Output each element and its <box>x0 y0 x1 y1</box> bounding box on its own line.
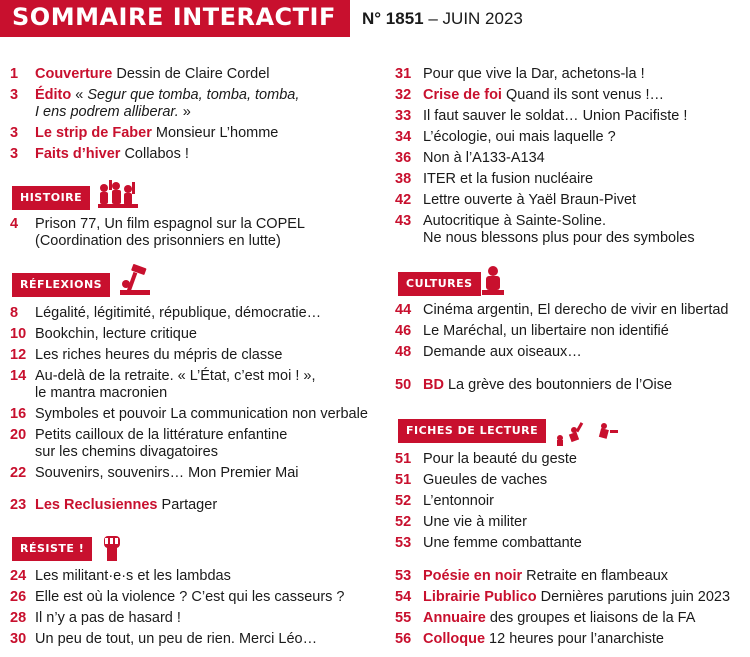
page-number: 51 <box>395 451 412 467</box>
entry-title: » <box>178 104 191 120</box>
entry-title: Au-delà de la retraite. « L’État, c’est moi ! », <box>35 368 316 384</box>
figure-illustration-icon <box>480 264 506 296</box>
entry-title: Quand ils sont venus !… <box>501 87 664 103</box>
page-number: 44 <box>395 302 412 318</box>
entry-title: Légalité, légitimité, république, démocratie… <box>35 305 322 321</box>
page-number: 51 <box>395 472 412 488</box>
entry-title: Segur que tomba, tomba, tomba, <box>87 87 300 103</box>
entry-title: Partager <box>157 497 218 513</box>
page-number: 42 <box>395 192 412 208</box>
entry-title: Monsieur L’homme <box>151 125 279 141</box>
entry-title: Il faut sauver le soldat… Union Pacifiste ! <box>423 108 688 124</box>
page-number: 20 <box>10 427 27 443</box>
section-reflexions: RÉFLEXIONS <box>12 273 110 297</box>
page-number: 4 <box>10 216 19 232</box>
entry-title: L’écologie, oui mais laquelle ? <box>423 129 616 145</box>
entry-title: L’entonnoir <box>423 493 494 509</box>
page-number: 36 <box>395 150 412 166</box>
page-number: 30 <box>10 631 27 647</box>
page-number: 32 <box>395 87 412 103</box>
entry-title: La grève des boutonniers de l’Oise <box>443 377 673 393</box>
entry-rubric: Les Reclusiennes <box>35 497 158 513</box>
entry-rubric: Librairie Publico <box>423 589 537 605</box>
page-number: 23 <box>10 497 27 513</box>
page-number: 56 <box>395 631 412 647</box>
page-number: 33 <box>395 108 412 124</box>
page-number: 3 <box>10 125 19 141</box>
entry-title: Les militant·e·s et les lambdas <box>35 568 231 584</box>
page-number: 3 <box>10 146 19 162</box>
entry-rubric: Crise de foi <box>423 87 502 103</box>
entry-rubric: Colloque <box>423 631 486 647</box>
issue-info <box>362 9 523 29</box>
section-histoire: HISTOIRE <box>12 186 90 210</box>
entry-title: Collabos ! <box>120 146 189 162</box>
entry-title: Dessin de Claire Cordel <box>112 66 270 82</box>
entry-title: Retraite en flambeaux <box>522 568 669 584</box>
entry-rubric: Poésie en noir <box>423 568 523 584</box>
section-cultures: CULTURES <box>398 272 481 296</box>
page-number: 14 <box>10 368 27 384</box>
entry-title: Un peu de tout, un peu de rien. Merci Léo… <box>35 631 318 647</box>
entry-title: ITER et la fusion nucléaire <box>423 171 594 187</box>
entry-title: Symboles et pouvoir La communication non verbale <box>35 406 368 422</box>
page-number: 10 <box>10 326 27 342</box>
entry-rubric: Annuaire <box>423 610 486 626</box>
entry-rubric: Faits d’hiver <box>35 146 121 162</box>
page-number: 48 <box>395 344 412 360</box>
entry-title: Petits cailloux de la littérature enfantine <box>35 427 288 443</box>
entry-title: Une vie à militer <box>423 514 527 530</box>
page-number: 31 <box>395 66 412 82</box>
entry-title: Autocritique à Sainte-Soline. <box>423 213 606 229</box>
entry-title: Demande aux oiseaux… <box>423 344 582 360</box>
page-number: 54 <box>395 589 412 605</box>
page-number: 22 <box>10 465 27 481</box>
page-number: 16 <box>10 406 27 422</box>
entry-title: Elle est où la violence ? C’est qui les casseurs ? <box>35 589 345 605</box>
page-number: 28 <box>10 610 27 626</box>
entry-title: Lettre ouverte à Yaël Braun-Pivet <box>423 192 637 208</box>
entry-title: Gueules de vaches <box>423 472 548 488</box>
page-title: SOMMAIRE INTERACTIF <box>12 3 336 31</box>
page-number: 53 <box>395 535 412 551</box>
entry-rubric: Couverture <box>35 66 113 82</box>
entry-title: (Coordination des prisonniers en lutte) <box>35 233 281 249</box>
page-number: 46 <box>395 323 412 339</box>
entry-title: I ens podrem alliberar. <box>35 104 179 120</box>
entry-title: Prison 77, Un film espagnol sur la COPEL <box>35 216 305 232</box>
entry-title: sur les chemins divagatoires <box>35 444 218 460</box>
page-number: 24 <box>10 568 27 584</box>
entry-rubric: Le strip de Faber <box>35 125 152 141</box>
entry-title: des groupes et liaisons de la FA <box>485 610 696 626</box>
page-number: 8 <box>10 305 19 321</box>
page-number: 52 <box>395 493 412 509</box>
entry-title: Pour la beauté du geste <box>423 451 577 467</box>
section-fiches-de-lecture: FICHES DE LECTURE <box>398 419 546 443</box>
page-number: 34 <box>395 129 412 145</box>
page-number: 12 <box>10 347 27 363</box>
page-number: 55 <box>395 610 412 626</box>
page-number: 3 <box>10 87 19 103</box>
entry-title: Pour que vive la Dar, achetons-la ! <box>423 66 645 82</box>
entry-title: 12 heures pour l’anarchiste <box>485 631 664 647</box>
page-number: 43 <box>395 213 412 229</box>
entry-rubric: Édito <box>35 87 72 103</box>
page-number: 50 <box>395 377 412 393</box>
page-number: 53 <box>395 568 412 584</box>
entry-title: Les riches heures du mépris de classe <box>35 347 283 363</box>
page-number: 38 <box>395 171 412 187</box>
entry-title: Il n’y a pas de hasard ! <box>35 610 181 626</box>
page-number: 1 <box>10 66 19 82</box>
entry-title: Dernières parutions juin 2023 <box>536 589 731 605</box>
issue-number: N° 1851 <box>362 9 424 28</box>
entry-title: Ne nous blessons plus pour des symboles <box>423 230 695 246</box>
entry-title: Souvenirs, souvenirs… Mon Premier Mai <box>35 465 299 481</box>
entry-title: « <box>71 87 88 103</box>
issue-date: – JUIN 2023 <box>428 9 523 28</box>
hammer-illustration-icon <box>118 264 154 298</box>
entry-title: Bookchin, lecture critique <box>35 326 197 342</box>
entry-rubric: BD <box>423 377 444 393</box>
page-number: 52 <box>395 514 412 530</box>
title-bar <box>0 0 350 37</box>
page-number: 26 <box>10 589 27 605</box>
section-resiste: RÉSISTE ! <box>12 537 92 561</box>
raised-fist-icon <box>100 534 124 564</box>
entry-title: Non à l’A133-A134 <box>423 150 545 166</box>
entry-title: Une femme combattante <box>423 535 582 551</box>
crowd-illustration-icon <box>96 180 142 210</box>
entry-title: Le Maréchal, un libertaire non identifié <box>423 323 669 339</box>
entry-title: Cinéma argentin, El derecho de vivir en libertad <box>423 302 729 318</box>
entry-title: le mantra macronien <box>35 385 168 401</box>
figures-illustration-icon <box>552 418 622 448</box>
